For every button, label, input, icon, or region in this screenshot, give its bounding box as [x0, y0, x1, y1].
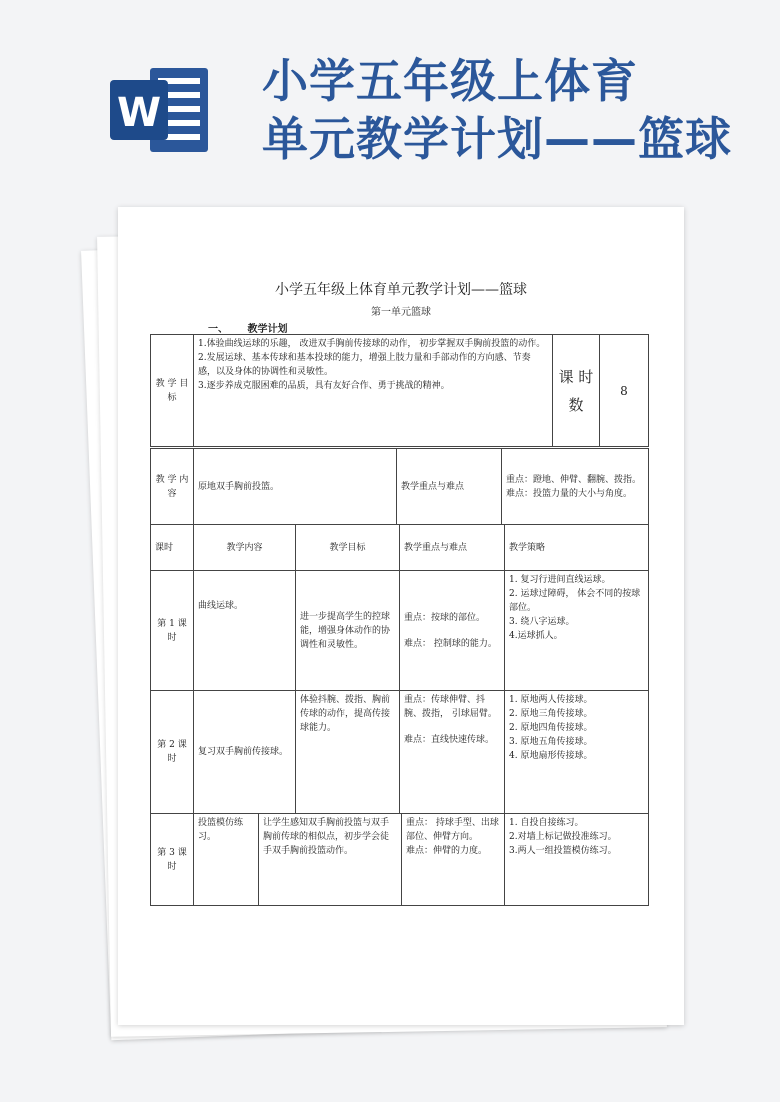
strategy-item: 1. 自投自接练习。	[509, 818, 584, 828]
header-goal: 教学目标	[296, 525, 400, 571]
content-focus-line: 难点：投篮力量的大小与角度。	[506, 488, 633, 499]
lesson-focus	[402, 814, 505, 906]
lessons-table	[150, 524, 649, 691]
goal-line: 1.体验曲线运球的乐趣， 改进双手胸前传接球的动作， 初步掌握双手胸前投篮的动作。	[198, 339, 546, 349]
goal-line: 3.逐步养成克服困难的品质，具有友好合作、勇于挑战的精神。	[198, 381, 450, 391]
header-content: 教学内容	[194, 525, 296, 571]
lesson-content: 投篮模仿练习。	[194, 814, 259, 906]
lesson-goal: 体验抖腕、拨指、胸前传球的动作，提高传接球能力。	[296, 691, 400, 814]
lesson-row	[151, 571, 649, 691]
content-focus-cell	[502, 449, 649, 525]
document-page	[118, 207, 684, 1025]
word-icon	[110, 60, 210, 160]
section-title: 教学计划	[247, 324, 288, 335]
lesson-key: 重点：传球伸臂、抖腕、拨指， 引球屈臂。	[404, 695, 497, 719]
strategy-item: 1. 复习行进间直线运球。	[509, 575, 611, 585]
strategy-item: 2. 运球过障碍， 体会不同的按球部位。	[509, 589, 641, 613]
hours-label: 课 时 数	[553, 335, 600, 447]
lesson-strategy	[505, 571, 649, 691]
lesson-difficulty: 难点：伸臂的力度。	[406, 846, 488, 856]
strategy-item: 3. 原地五角传接球。	[509, 737, 593, 747]
lesson-key: 重点： 持球手型、出球部位、伸臂方向。	[406, 818, 499, 842]
strategy-item: 4. 原地扇形传接球。	[509, 751, 593, 761]
lesson-3-table	[150, 813, 649, 906]
lesson-difficulty: 难点： 控制球的能力。	[404, 638, 497, 649]
goals-table	[150, 334, 649, 447]
lesson-goal: 进一步提高学生的控球能，增强身体动作的协调性和灵敏性。	[296, 571, 400, 691]
banner-title	[262, 52, 772, 168]
goals-label: 教 学 目 标	[151, 335, 194, 447]
banner-title-line-2: 单元教学计划——篮球	[262, 112, 732, 166]
strategy-item: 4.运球抓人。	[509, 631, 563, 641]
goal-line: 2.发展运球、基本传球和基本投球的能力，增强上肢力量和手部动作的方向感、节奏感，以及身体的协调性和灵敏性。	[198, 353, 531, 377]
lesson-2-table	[150, 690, 649, 814]
goals-cell	[194, 335, 553, 447]
lesson-key: 重点：按球的部位。	[404, 612, 486, 623]
header-focus: 教学重点与难点	[400, 525, 505, 571]
document-subtitle: 第一单元篮球	[371, 307, 431, 318]
svg-text:W: W	[116, 90, 162, 136]
lesson-goal: 让学生感知双手胸前投篮与双手胸前传球的相似点，初步学会徒手双手胸前投篮动作。	[259, 814, 402, 906]
lesson-label: 第 2 课时	[151, 691, 194, 814]
lesson-row	[151, 814, 649, 906]
lesson-label: 第 3 课时	[151, 814, 194, 906]
content-focus-label: 教学重点与难点	[397, 449, 502, 525]
banner-title-line-1: 小学五年级上体育	[262, 54, 638, 108]
strategy-item: 2. 原地三角传接球。	[509, 709, 593, 719]
lesson-row	[151, 691, 649, 814]
strategy-item: 2. 原地四角传接球。	[509, 723, 593, 733]
content-table	[150, 448, 649, 525]
strategy-item: 3.两人一组投篮模仿练习。	[509, 846, 617, 856]
strategy-item: 1. 原地两人传接球。	[509, 695, 593, 705]
strategy-item: 3. 绕八字运球。	[509, 617, 575, 627]
content-label: 教 学 内 容	[151, 449, 194, 525]
hours-value: 8	[600, 335, 649, 447]
lesson-strategy	[505, 814, 649, 906]
lesson-content: 复习双手胸前传接球。	[194, 691, 296, 814]
lesson-focus	[400, 571, 505, 691]
document-title: 小学五年级上体育单元教学计划——篮球	[275, 282, 527, 298]
strategy-item: 2.对墙上标记做投准练习。	[509, 832, 617, 842]
header-strategy: 教学策略	[505, 525, 649, 571]
content-focus-line: 重点：蹬地、伸臂、翻腕、拨指。	[506, 474, 642, 485]
lesson-difficulty: 难点：直线快速传球。	[404, 735, 495, 745]
section-number: 一、	[208, 324, 228, 335]
header-lesson: 课时	[151, 525, 194, 571]
lesson-strategy	[505, 691, 649, 814]
section-heading	[208, 320, 287, 335]
lesson-label: 第 1 课时	[151, 571, 194, 691]
content-value: 原地双手胸前投篮。	[194, 449, 397, 525]
lesson-focus	[400, 691, 505, 814]
lesson-content: 曲线运球。	[194, 571, 296, 691]
